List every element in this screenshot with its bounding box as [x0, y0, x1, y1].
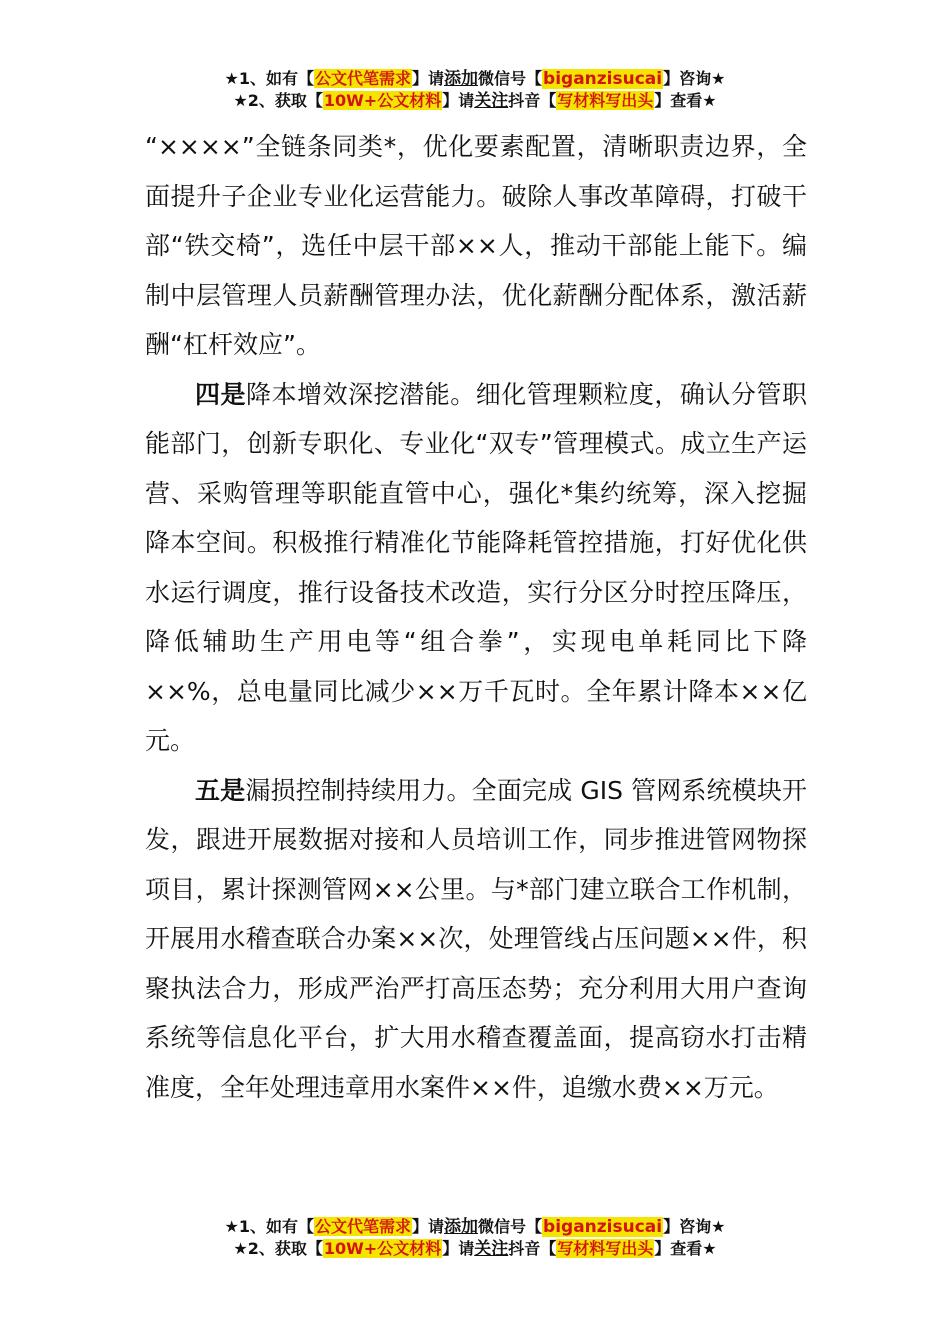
banner-text: ★1、如有【 [224, 69, 314, 88]
footer-banner [0, 1216, 950, 1260]
paragraph-5 [145, 766, 807, 1113]
banner-text: ★2、获取【 [233, 91, 323, 110]
banner-text: 】请 [412, 69, 445, 88]
paragraph-4 [145, 370, 807, 766]
paragraph-lead: 五是 [195, 775, 246, 805]
highlight-wechat-id: biganzisucai [543, 1217, 663, 1237]
highlight-materials: 10W+公文材料 [323, 1239, 442, 1258]
banner-text: 】请 [412, 1217, 445, 1236]
banner-emphasis: 添加 [444, 69, 479, 89]
banner-emphasis: 关注 [474, 1239, 509, 1259]
banner-text: ★2、获取【 [233, 1239, 323, 1258]
highlight-ghostwriting: 公文代笔需求 [315, 69, 412, 88]
banner-emphasis: 添加 [444, 1217, 479, 1237]
paragraph-text: “××××”全链条同类*，优化要素配置，清晰职责边界，全面提升子企业专业化运营能力。破除人事改革障碍，打破干部“铁交椅”，选任中层干部××人，推动干部能上能下。编制中层管理人员薪酬管理办法，优化薪酬分配体系，激活薪酬“杠杆效应”。 [145, 132, 807, 359]
banner-text: 】咨询★ [663, 1217, 726, 1236]
banner-text: 】请 [442, 1239, 475, 1258]
banner-text: 】查看★ [654, 1239, 717, 1258]
banner-text: 】咨询★ [663, 69, 726, 88]
banner-line-2 [0, 1238, 950, 1260]
banner-line-1 [0, 68, 950, 90]
banner-line-2 [0, 90, 950, 112]
banner-text: 】查看★ [654, 91, 717, 110]
paragraph-lead: 四是 [195, 379, 247, 409]
banner-text: 】请 [442, 91, 475, 110]
highlight-wechat-id: biganzisucai [543, 69, 663, 89]
banner-text: 抖音【 [508, 1239, 557, 1258]
banner-line-1 [0, 1216, 950, 1238]
highlight-ghostwriting: 公文代笔需求 [315, 1217, 412, 1236]
paragraph-continued [145, 122, 807, 370]
banner-text: ★1、如有【 [224, 1217, 314, 1236]
highlight-douyin-account: 写材料写出头 [557, 1239, 654, 1258]
highlight-douyin-account: 写材料写出头 [557, 91, 654, 110]
paragraph-text: 漏损控制持续用力。全面完成 GIS 管网系统模块开发，跟进开展数据对接和人员培训工作，同步推进管网物探项目，累计探测管网××公里。与*部门建立联合工作机制，开展用水稽查联合办案××次，处理管线占压问题××件，积聚执法合力，形成严治严打高压态势；充分利用大用户查询系统等信息化平台，扩大用水稽查覆盖面，提高窃水打击精准度，全年处理违章用水案件××件，追缴水费××万元。 [145, 775, 807, 1102]
banner-emphasis: 关注 [474, 91, 509, 111]
paragraph-text: 降本增效深挖潜能。细化管理颗粒度，确认分管职能部门，创新专职化、专业化“双专”管理模式。成立生产运营、采购管理等职能直管中心，强化*集约统筹，深入挖掘降本空间。积极推行精准化节能降耗管控措施，打好优化供水运行调度，推行设备技术改造，实行分区分时控压降压，降低辅助生产用电等“组合拳”，实现电单耗同比下降××%，总电量同比减少××万千瓦时。全年累计降本××亿元。 [145, 379, 807, 755]
highlight-materials: 10W+公文材料 [323, 91, 442, 110]
banner-text: 微信号【 [478, 69, 543, 88]
document-body [145, 122, 807, 1112]
header-banner [0, 68, 950, 112]
banner-text: 抖音【 [508, 91, 557, 110]
banner-text: 微信号【 [478, 1217, 543, 1236]
